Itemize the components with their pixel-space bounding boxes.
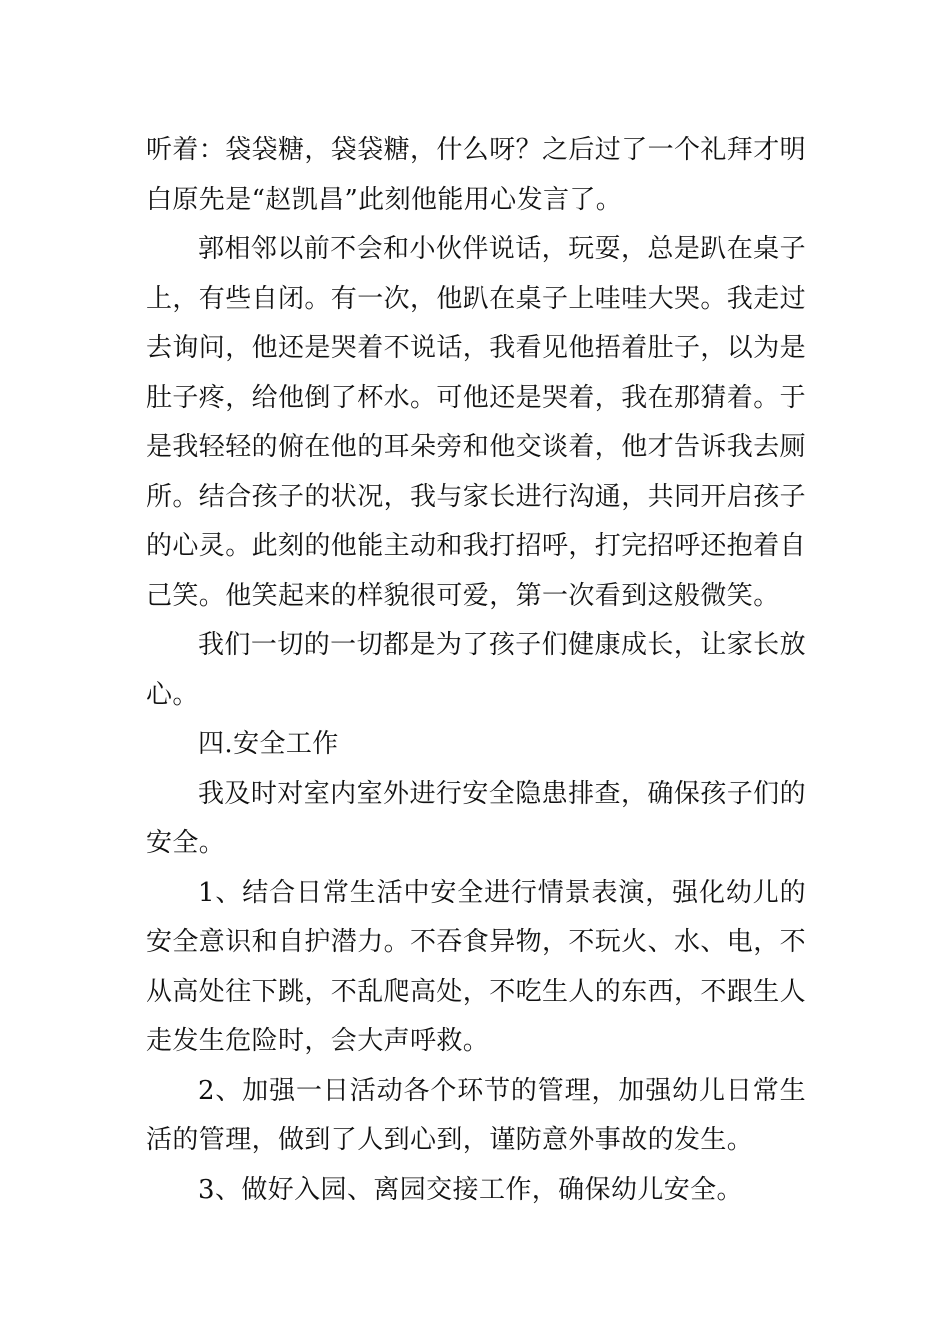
paragraph-continuation: 听着：袋袋糖，袋袋糖，什么呀？之后过了一个礼拜才明白原先是“赵凯昌”此刻他能用心发言了。 [146,135,807,215]
paragraph-safety-item-2: 2、加强一日活动各个环节的管理，加强幼儿日常生活的管理，做到了人到心到，谨防意外事故的发生。 [146,1075,806,1155]
paragraph-safety-intro: 我及时对室内室外进行安全隐患排查，确保孩子们的安全。 [146,778,806,858]
paragraph-safety-item-1: 1、结合日常生活中安全进行情景表演，强化幼儿的安全意识和自护潜力。不吞食异物，不玩火、水、电，不从高处往下跳，不乱爬高处，不吃生人的东西，不跟生人走发生危险时，会大声呼救。 [146,877,807,1056]
section-heading-safety: 四.安全工作 [198,729,339,759]
paragraph-safety-item-3: 3、做好入园、离园交接工作，确保幼儿安全。 [198,1174,743,1205]
document-body [146,126,806,1215]
paragraph-summary: 我们一切的一切都是为了孩子们健康成长，让家长放心。 [146,630,806,710]
paragraph-guo-xianglin: 郭相邻以前不会和小伙伴说话，玩耍，总是趴在桌子上，有些自闭。有一次，他趴在桌子上哇哇大哭。我走过去询问，他还是哭着不说话，我看见他捂着肚子，以为是肚子疼，给他倒了杯水。可他还是哭着，我在那猜着。于是我轻轻的俯在他的耳朵旁和他交谈着，他才告诉我去厕所。结合孩子的状况，我与家长进行沟通，共同开启孩子的心灵。此刻的他能主动和我打招呼，打完招呼还抱着自己笑。他笑起来的样貌很可爱，第一次看到这般微笑。 [146,234,807,611]
